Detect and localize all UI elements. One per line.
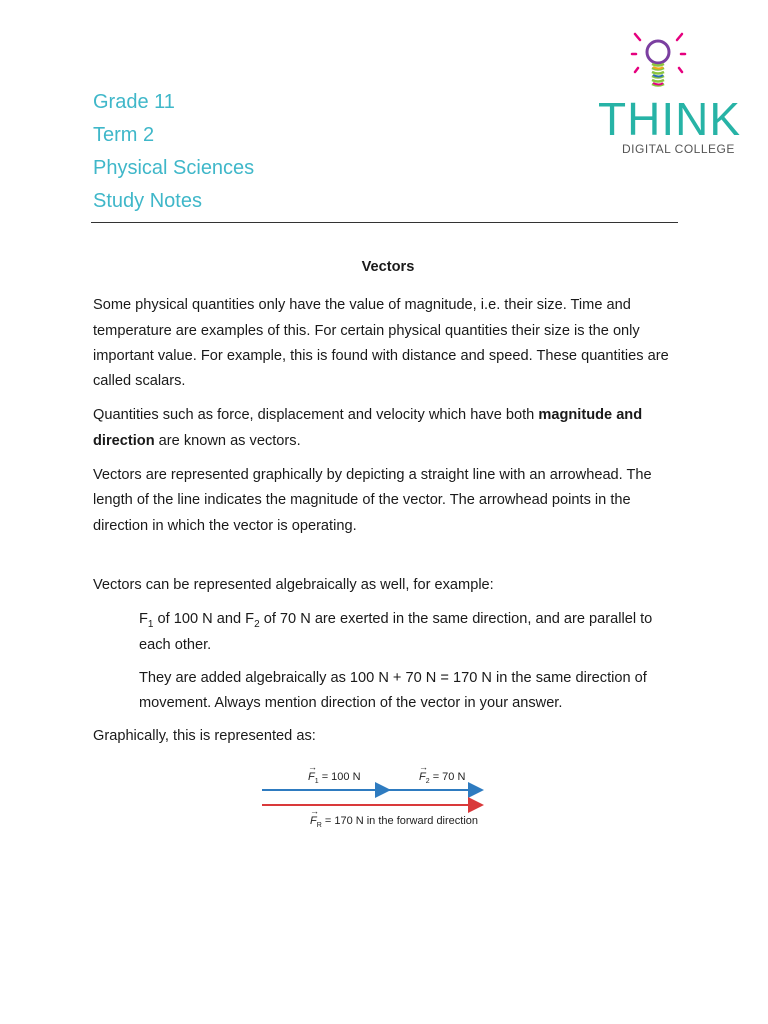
paragraph-example-sum: They are added algebraically as 100 N + 70 N = 170 N in the same direction of movement. Always mention direction of the vector in your answer. xyxy=(139,669,647,712)
subscript: 2 xyxy=(254,619,260,631)
f2-value: = 70 N xyxy=(429,771,466,783)
text: of 70 N are exerted in the same direction, and are parallel to each other. xyxy=(139,611,653,653)
f2-symbol: F xyxy=(419,771,426,783)
paragraph-scalars: Some physical quantities only have the value of magnitude, i.e. their size. Time and temperature are examples of this. For certain physical quantities their size is the only important value. For example, this is found with distance and speed. These quantities are called scalars. xyxy=(93,297,669,390)
fr-vector-arrow-icon: → xyxy=(310,806,319,816)
section-title: Vectors xyxy=(361,259,415,275)
text: Quantities such as force, displacement and velocity which have both xyxy=(93,407,539,424)
f2-subscript: 2 xyxy=(425,778,430,785)
header-titles xyxy=(93,86,254,218)
bold-text: magnitude and direction xyxy=(93,407,643,449)
text: are known as vectors. xyxy=(154,432,301,449)
f1-label xyxy=(308,762,361,785)
text: F xyxy=(139,611,148,628)
fr-subscript: R xyxy=(316,822,322,829)
f2-label xyxy=(419,762,465,785)
header-divider xyxy=(91,222,678,223)
logo-wordmark: THINK xyxy=(598,93,741,145)
header-doc-type: Study Notes xyxy=(93,190,202,212)
svg-text:F1 = 100 N xyxy=(308,771,361,785)
fr-value: = 170 N in the forward direction xyxy=(321,815,479,827)
lightbulb-icon xyxy=(596,30,748,100)
think-digital-college-logo xyxy=(596,30,748,158)
fr-symbol: F xyxy=(310,815,317,827)
header-subject: Physical Sciences xyxy=(93,157,255,179)
f1-symbol: F xyxy=(308,771,315,783)
paragraph-vectors-definition xyxy=(93,403,683,454)
vector-addition-diagram xyxy=(260,762,490,834)
subscript: 1 xyxy=(147,619,154,631)
svg-text:F2 = 70 N xyxy=(419,771,465,785)
f1-vector-arrow-icon: → xyxy=(308,762,317,772)
resultant-label xyxy=(310,806,478,829)
svg-text:FR = 170 N in the forward dire xyxy=(310,815,478,829)
logo-subtitle: DIGITAL COLLEGE xyxy=(622,142,735,156)
header-term: Term 2 xyxy=(93,124,155,146)
paragraph-example-forces xyxy=(93,607,683,658)
f2-vector-arrow-icon: → xyxy=(419,762,428,772)
header-grade: Grade 11 xyxy=(93,91,175,113)
f1-value: = 100 N xyxy=(318,771,361,783)
text: of 100 N and F xyxy=(153,611,255,628)
paragraph-graphical-intro: Graphically, this is represented as: xyxy=(93,728,316,745)
document-body xyxy=(93,255,683,759)
paragraph-algebraic: Vectors can be represented algebraically as well, for example: xyxy=(93,576,494,593)
f1-subscript: 1 xyxy=(314,778,319,785)
paragraph-graphical: Vectors are represented graphically by depicting a straight line with an arrowhead. The length of the line indicates the magnitude of the vector. The arrowhead points in the direction in which the vector is operating. xyxy=(93,467,652,534)
